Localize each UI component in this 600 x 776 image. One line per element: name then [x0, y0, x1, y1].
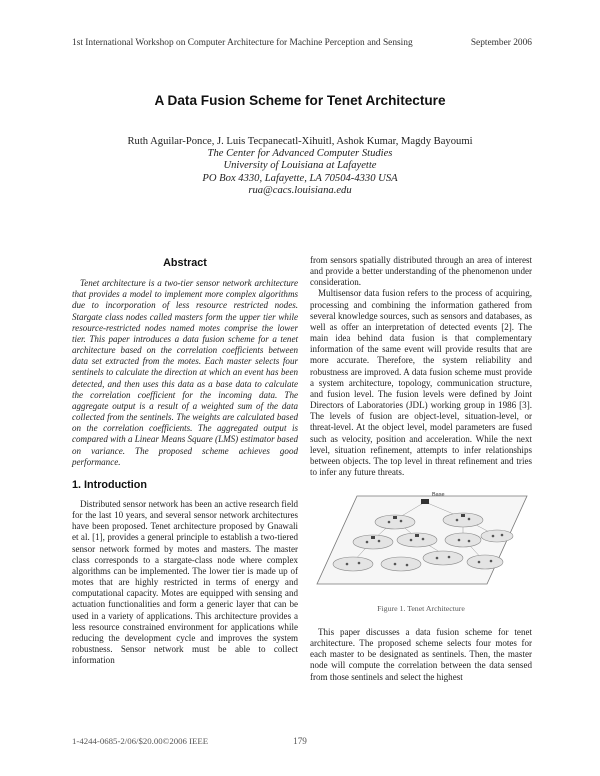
left-column	[72, 255, 298, 666]
author-university: University of Louisiana at Lafayette	[223, 160, 377, 172]
paper-title: A Data Fusion Scheme for Tenet Architecture	[154, 93, 446, 108]
base-station	[421, 499, 429, 504]
running-header	[72, 38, 532, 48]
abstract-text: Tenet architecture is a two-tier sensor network architecture that provides a model to implement more complex algorithms due to incorporation of less resource restricted nodes. Stargate class nodes called masters form the upper tier while resource-restricted nodes named motes comprise the lower tier. This paper introduces a data fusion scheme for a tenet architecture based on the correlation coefficients between data set extracted from the motes. Each master selects four sentinels to calculate the direction at which an event has been detected, and then uses this data as a base data to calculate the correlation coefficient for the incoming data. The aggregate output is a result of a weighted sum of the data collected from the sentinels. The weights are calculated based on the correlation coefficients. The aggregated output is compared with a Linear Means Square (LMS) estimator based on variance. The proposed scheme achieves good performance.	[72, 278, 298, 467]
author-block	[0, 136, 600, 197]
author-names: Ruth Aguilar-Ponce, J. Luis Tecpanecatl-Xihuitl, Ashok Kumar, Magdy Bayoumi	[127, 136, 473, 147]
running-header-left: 1st International Workshop on Computer Architecture for Machine Perception and Sensing	[72, 38, 413, 48]
page-number: 179	[293, 736, 307, 746]
tenet-architecture-figure	[313, 488, 531, 600]
right-paragraph-2: Multisensor data fusion refers to the process of acquiring, processing and combining the information gathered from several knowledge sources, such as sensors and databases, as well as offer an interpretation of detected events [2]. The main idea behind data fusion is that complementary information of the same event will provide results that are more accurate. Therefore, the system reliability and robustness are improved. A data fusion scheme must provide a system architecture, topology, communication structure, and fusion level. The fusion levels were defined by Joint Directors of Laboratories (JDL) working group in 1986 [3]. The levels of fusion are object-level, situation-level, or threat-level. At the object level, model parameters are fused such as velocity, position and acceleration. While the next level, situation refinement, attempts to infer relationships between objects. The top level in threat refinement and tries to infer any future threats.	[310, 288, 532, 477]
abstract-heading: Abstract	[163, 257, 207, 269]
intro-text: Distributed sensor network has been an active research field for the last 10 years, and several sensor network architectures have been proposed. Tenet architecture proposed by Gnawali et al. [1], provides a general principle to establish a two-tiered sensor network formed by motes and masters. The master class corresponds to a stargate-class node where complex algorithms can be implemented. The lower tier is made up of motes that are highly restricted in terms of energy and computational capacity. Motes are equipped with sensing and actuation functionalities and form a generic layer that can be used in a variety of applications. This architecture provides a less resource constrained environment for applications while reducing the development cycle and improves the system robustness. Sensor network must be able to collect information	[72, 498, 298, 666]
intro-heading: 1. Introduction	[72, 478, 147, 491]
right-column-lower	[310, 627, 532, 683]
author-email: rua@cacs.louisiana.edu	[248, 184, 352, 196]
right-paragraph-3: This paper discusses a data fusion scheme for tenet architecture. The proposed scheme selects four motes for each master to be designated as sentinels. Then, the master node will compute the correlation between the data sensed from those sentinels and select the highest	[310, 627, 532, 682]
base-label: Base	[432, 492, 445, 498]
running-header-right: September 2006	[470, 38, 532, 48]
abstract-section	[72, 278, 298, 468]
author-address: PO Box 4330, Lafayette, LA 70504-4330 USA	[202, 172, 398, 184]
footer-copyright: 1-4244-0685-2/06/$20.00©2006 IEEE	[72, 736, 209, 746]
figure-caption: Figure 1. Tenet Architecture	[377, 604, 465, 613]
author-affiliation: The Center for Advanced Computer Studies	[207, 148, 393, 160]
right-column	[310, 255, 532, 478]
right-paragraph-1: from sensors spatially distributed through an area of interest and provide a better understanding of the phenomenon under consideration.	[310, 255, 532, 288]
